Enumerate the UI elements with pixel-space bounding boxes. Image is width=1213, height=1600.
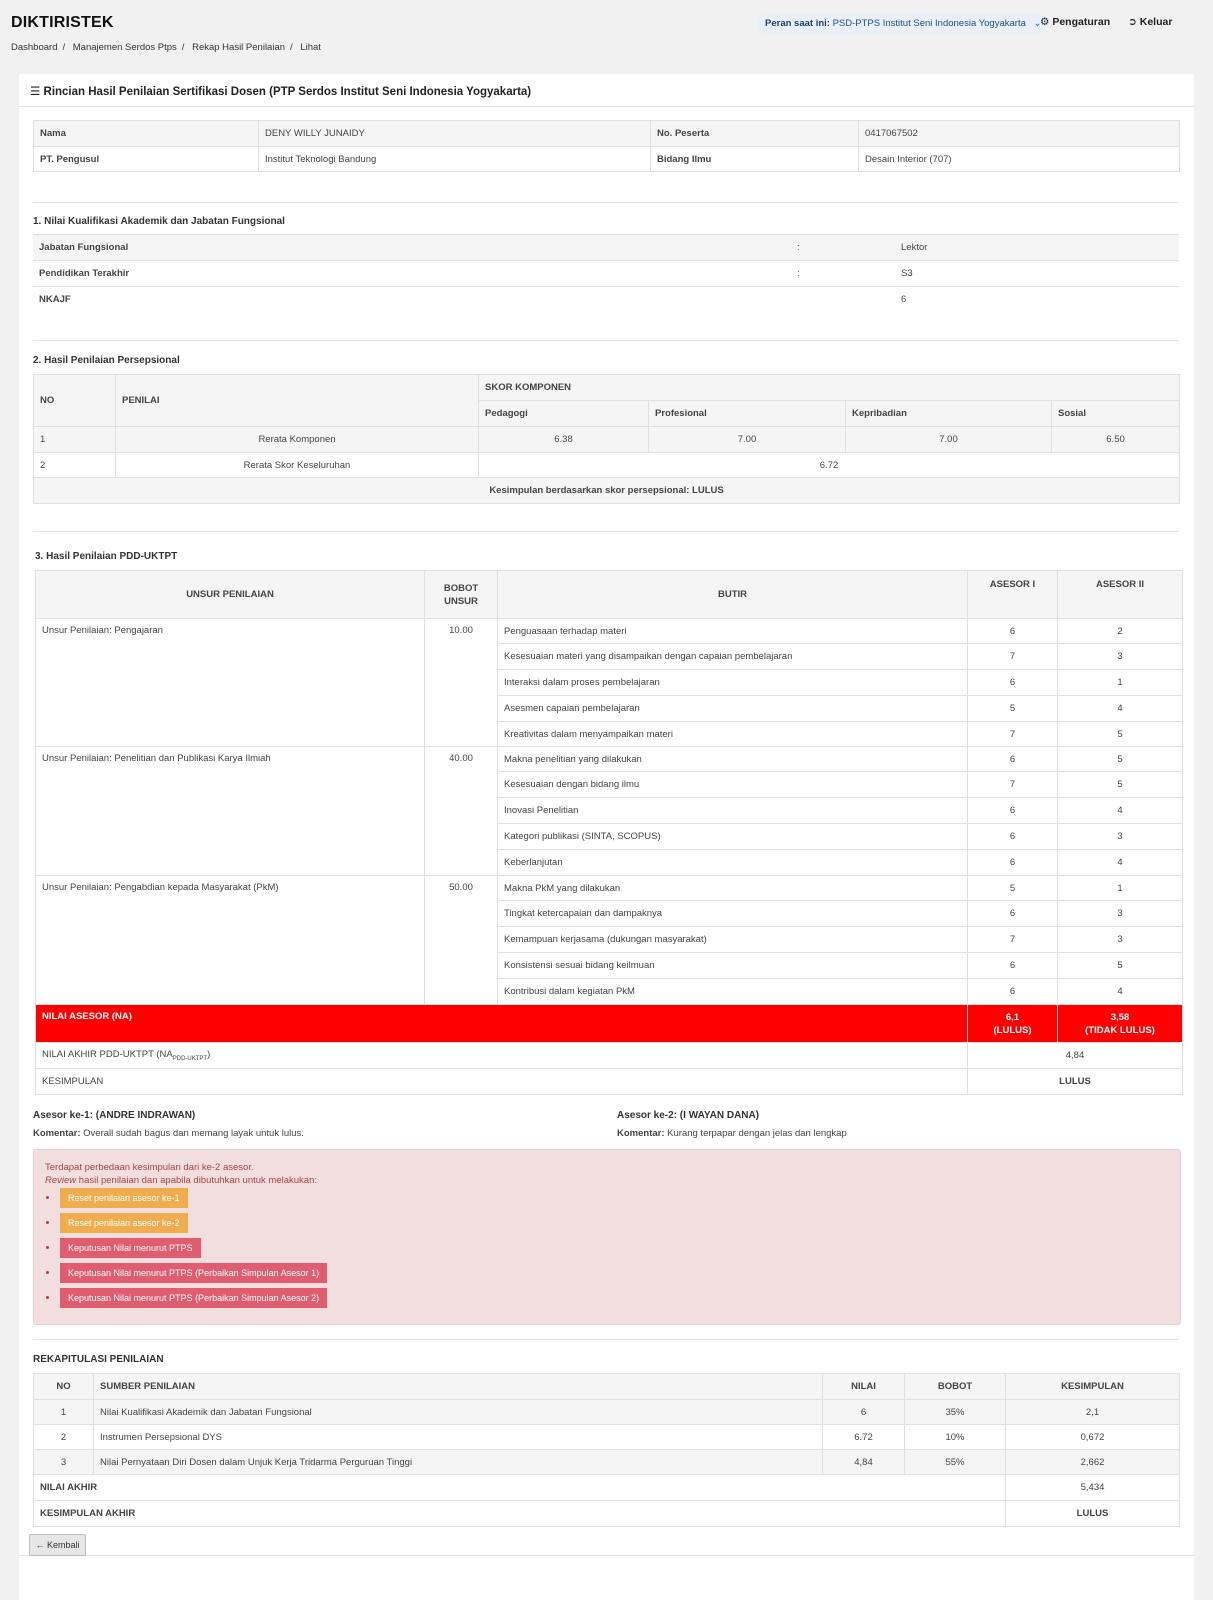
- butir-cell: Konsistensi sesuai bidang keilmuan: [498, 953, 968, 979]
- kualifikasi-table: [33, 234, 1179, 313]
- peserta-value: 0417067502: [859, 121, 1180, 147]
- na2-status: (TIDAK LULUS): [1085, 1024, 1155, 1036]
- col-asesor1: ASESOR I: [968, 571, 1058, 619]
- unsur-cell: Unsur Penilaian: Pengabdian kepada Masyarakat (PkM): [36, 876, 425, 1005]
- breadcrumb-manajemen[interactable]: Manajemen Serdos Ptps: [72, 42, 177, 53]
- rekap-table: [33, 1373, 1180, 1527]
- asesor2-score: 2: [1058, 619, 1183, 644]
- asesor1-score: 6: [968, 824, 1058, 850]
- cell: 1: [34, 427, 116, 453]
- comment-label: Komentar:: [33, 1128, 81, 1139]
- table-row: [34, 478, 1180, 504]
- final-label-sub: PDD-UKTPT: [172, 1055, 208, 1062]
- cell: 2: [34, 453, 116, 478]
- discrepancy-alert: [33, 1149, 1181, 1325]
- na2-value: 3,58: [1110, 1011, 1130, 1023]
- asesor2-score: 3: [1058, 901, 1183, 927]
- asesor2-score: 4: [1058, 798, 1183, 824]
- top-bar: [0, 0, 1213, 70]
- asesor1-score: 7: [968, 772, 1058, 798]
- gear-icon: ⚙: [1040, 16, 1050, 28]
- col-bobot: BOBOT: [905, 1374, 1006, 1400]
- comment-text: Overall sudah bagus dan memang layak untuk lulus.: [83, 1128, 304, 1139]
- table-row: [34, 1425, 1180, 1450]
- asesor2-score: 1: [1058, 876, 1183, 901]
- asesor2-score: 5: [1058, 953, 1183, 979]
- nama-label: Nama: [34, 121, 259, 147]
- cell: 7.00: [649, 427, 846, 453]
- divider: [33, 1339, 1179, 1340]
- kesimpulan-akhir-label: KESIMPULAN AKHIR: [34, 1501, 1006, 1527]
- pdd-uktpt-table: [35, 570, 1183, 1095]
- arrow-left-icon: ←: [35, 1540, 45, 1550]
- unsur-cell: Unsur Penilaian: Pengajaran: [36, 619, 425, 747]
- table-row: [34, 1400, 1180, 1425]
- nilai-akhir-label: NILAI AKHIR: [34, 1475, 1006, 1501]
- alert-line2-emphasis: Review: [45, 1175, 77, 1186]
- final-label-close: ): [207, 1049, 211, 1061]
- settings-label: Pengaturan: [1052, 16, 1111, 28]
- kesimpulan-value: LULUS: [968, 1069, 1183, 1095]
- kesimpulan-akhir-value: LULUS: [1006, 1501, 1180, 1527]
- asesor2-title: Asesor ke-2: (I WAYAN DANA): [617, 1110, 760, 1121]
- asesor1-score: 6: [968, 798, 1058, 824]
- asesor1-score: 6: [968, 747, 1058, 772]
- butir-cell: Inovasi Penelitian: [498, 798, 968, 824]
- table-row: [33, 261, 1179, 287]
- table-row: [36, 1069, 1183, 1095]
- final-label: [36, 1043, 968, 1069]
- butir-cell: Kategori publikasi (SINTA, SCOPUS): [498, 824, 968, 850]
- cell: 4,84: [823, 1450, 905, 1475]
- section2-title: 2. Hasil Penilaian Persepsional: [33, 355, 180, 366]
- identity-table: [33, 120, 1180, 172]
- cell: 2: [34, 1425, 94, 1450]
- col-penilai: PENILAI: [116, 375, 479, 427]
- pt-value: Institut Teknologi Bandung: [259, 147, 651, 172]
- persepsional-table: [33, 374, 1180, 504]
- keputusan-ptps-asesor2-button[interactable]: Keputusan Nilai menurut PTPS (Perbaikan Simpulan Asesor 2): [60, 1288, 327, 1308]
- butir-cell: Makna penelitian yang dilakukan: [498, 747, 968, 772]
- breadcrumb-rekap[interactable]: Rekap Hasil Penilaian: [192, 42, 286, 53]
- cell: Instrumen Persepsional DYS: [94, 1425, 823, 1450]
- col-butir: BUTIR: [498, 571, 968, 619]
- breadcrumb-lihat: Lihat: [300, 42, 321, 53]
- rekap-title: REKAPITULASI PENILAIAN: [33, 1354, 164, 1365]
- asesor2-comment: [617, 1128, 847, 1139]
- section1-title: 1. Nilai Kualifikasi Akademik dan Jabatan Fungsional: [33, 216, 285, 227]
- butir-cell: Makna PkM yang dilakukan: [498, 876, 968, 901]
- asesor1-score: 6: [968, 953, 1058, 979]
- logout-link[interactable]: [1128, 16, 1172, 28]
- page-title: [30, 84, 531, 98]
- cell: 6.72: [479, 453, 1180, 478]
- bullet: [46, 1196, 49, 1199]
- asesor1-score: 7: [968, 722, 1058, 747]
- bidang-label: Bidang Ilmu: [651, 147, 859, 172]
- keputusan-ptps-asesor1-button[interactable]: Keputusan Nilai menurut PTPS (Perbaikan Simpulan Asesor 1): [60, 1263, 327, 1283]
- divider: [33, 340, 1179, 341]
- role-selector[interactable]: [757, 14, 1049, 34]
- asesor1-score: 6: [968, 979, 1058, 1005]
- table-row: [34, 427, 1180, 453]
- butir-cell: Interaksi dalam proses pembelajaran: [498, 670, 968, 696]
- breadcrumb: Dashboard / Manajemen Serdos Ptps / Rekap Hasil Penilaian / Lihat: [11, 42, 321, 53]
- na1-value: 6,1: [1005, 1011, 1020, 1023]
- table-row: [34, 453, 1180, 478]
- kesimpulan-label: KESIMPULAN: [36, 1069, 968, 1095]
- row-label: Pendidikan Terakhir: [39, 268, 130, 279]
- butir-cell: Kontribusi dalam kegiatan PkM: [498, 979, 968, 1005]
- nama-value: DENY WILLY JUNAIDY: [259, 121, 651, 147]
- bullet: [46, 1271, 49, 1274]
- alert-line2-text: hasil penilaian dan apabila dibutuhkan untuk melakukan:: [76, 1175, 317, 1186]
- bobot-cell: 10.00: [425, 619, 498, 747]
- row-value: Lektor: [901, 242, 928, 253]
- pt-label: PT. Pengusul: [34, 147, 259, 172]
- col-sumber: SUMBER PENILAIAN: [94, 1374, 823, 1400]
- asesor2-score: 4: [1058, 979, 1183, 1005]
- persepsional-conclusion: Kesimpulan berdasarkan skor persepsional: LULUS: [34, 478, 1180, 504]
- na2-cell: [1058, 1005, 1183, 1043]
- asesor1-score: 6: [968, 901, 1058, 927]
- row-sep: :: [797, 242, 800, 253]
- table-row: [36, 876, 1183, 901]
- keputusan-ptps-button[interactable]: Keputusan Nilai menurut PTPS: [60, 1238, 201, 1258]
- cell: 55%: [905, 1450, 1006, 1475]
- col-kesimpulan: KESIMPULAN: [1006, 1374, 1180, 1400]
- col-unsur: UNSUR PENILAIAN: [36, 571, 425, 619]
- row-value: 6: [901, 294, 907, 306]
- asesor1-score: 5: [968, 696, 1058, 722]
- col-profesional: Profesional: [649, 401, 846, 427]
- asesor2-score: 3: [1058, 824, 1183, 850]
- col-kepribadian: Kepribadian: [846, 401, 1052, 427]
- role-value: PSD-PTPS Institut Seni Indonesia Yogyakarta: [832, 18, 1026, 29]
- unsur-cell: Unsur Penilaian: Penelitian dan Publikasi Karya Ilmiah: [36, 747, 425, 876]
- butir-cell: Asesmen capaian pembelajaran: [498, 696, 968, 722]
- cell: 6.72: [823, 1425, 905, 1450]
- cell: 0,672: [1006, 1425, 1180, 1450]
- asesor2-score: 5: [1058, 747, 1183, 772]
- cell: 6: [823, 1400, 905, 1425]
- asesor2-score: 5: [1058, 772, 1183, 798]
- sign-out-icon: ➲: [1128, 16, 1137, 28]
- role-label: Peran saat ini:: [765, 18, 830, 29]
- asesor1-score: 7: [968, 644, 1058, 670]
- cell: 2,1: [1006, 1400, 1180, 1425]
- table-row: [34, 1475, 1180, 1501]
- cell: Rerata Skor Keseluruhan: [116, 453, 479, 478]
- col-no: NO: [34, 1374, 94, 1400]
- bobot-cell: 40.00: [425, 747, 498, 876]
- col-sosial: Sosial: [1052, 401, 1180, 427]
- nilai-asesor-row: [36, 1005, 1183, 1043]
- chevron-down-icon: ⌄: [1033, 18, 1042, 29]
- alert-line1: Terdapat perbedaan kesimpulan dari ke-2 asesor.: [45, 1162, 254, 1173]
- back-button[interactable]: [29, 1534, 86, 1556]
- butir-cell: Keberlanjutan: [498, 850, 968, 876]
- asesor1-score: 6: [968, 619, 1058, 644]
- asesor2-score: 4: [1058, 850, 1183, 876]
- cell: 2,662: [1006, 1450, 1180, 1475]
- card-header-divider: [19, 106, 1194, 107]
- asesor1-score: 7: [968, 927, 1058, 953]
- row-sep: [791, 287, 895, 313]
- app-brand[interactable]: DIKTIRISTEK: [11, 14, 114, 31]
- col-pedagogi: Pedagogi: [479, 401, 649, 427]
- cell: Rerata Komponen: [116, 427, 479, 453]
- reset-asesor2-button[interactable]: Reset penilaian asesor ke-2: [60, 1213, 188, 1233]
- row-value: S3: [901, 268, 913, 279]
- cell: 6.50: [1052, 427, 1180, 453]
- na-label: NILAI ASESOR (NA): [36, 1005, 968, 1043]
- butir-cell: Kreativitas dalam menyampaikan materi: [498, 722, 968, 747]
- alert-line2: [45, 1175, 317, 1186]
- final-label-text: NILAI AKHIR PDD-UKTPT (NA: [42, 1049, 173, 1061]
- nilai-akhir-value: 5,434: [1006, 1475, 1180, 1501]
- col-asesor2: ASESOR II: [1058, 571, 1183, 619]
- na1-cell: [968, 1005, 1058, 1043]
- table-row: [36, 619, 1183, 644]
- asesor1-title: Asesor ke-1: (ANDRE INDRAWAN): [33, 1110, 196, 1121]
- table-row: [36, 747, 1183, 772]
- divider: [33, 531, 1179, 532]
- asesor1-score: 5: [968, 876, 1058, 901]
- table-row: [36, 1043, 1183, 1069]
- butir-cell: Penguasaan terhadap materi: [498, 619, 968, 644]
- page-title-text: Rincian Hasil Penilaian Sertifikasi Dosen (PTP Serdos Institut Seni Indonesia Yogyakarta): [43, 86, 532, 98]
- cell: 10%: [905, 1425, 1006, 1450]
- section3-title: 3. Hasil Penilaian PDD-UKTPT: [35, 551, 178, 562]
- butir-cell: Tingkat ketercapaian dan dampaknya: [498, 901, 968, 927]
- bobot-cell: 50.00: [425, 876, 498, 1005]
- asesor2-score: 1: [1058, 670, 1183, 696]
- row-sep: :: [797, 268, 800, 279]
- bullet: [46, 1221, 49, 1224]
- asesor2-score: 5: [1058, 722, 1183, 747]
- cell: 1: [34, 1400, 94, 1425]
- asesor1-comment: [33, 1128, 304, 1139]
- col-nilai: NILAI: [823, 1374, 905, 1400]
- row-label: Jabatan Fungsional: [39, 242, 129, 253]
- butir-cell: Kesesuaian dengan bidang ilmu: [498, 772, 968, 798]
- butir-cell: Kemampuan kerjasama (dukungan masyarakat): [498, 927, 968, 953]
- na1-status: (LULUS): [993, 1024, 1032, 1036]
- bidang-value: Desain Interior (707): [859, 147, 1180, 172]
- table-row: [34, 1501, 1180, 1527]
- comment-text: Kurang terpapar dengan jelas dan lengkap: [667, 1128, 847, 1139]
- row-label: NKAJF: [39, 294, 71, 306]
- col-skor: SKOR KOMPONEN: [479, 375, 1180, 401]
- col-bobot: BOBOT UNSUR: [425, 571, 498, 619]
- cell: 7.00: [846, 427, 1052, 453]
- bullet: [46, 1296, 49, 1299]
- list-icon: ☰: [30, 86, 41, 98]
- divider: [19, 1555, 1194, 1556]
- cell: 3: [34, 1450, 94, 1475]
- asesor2-score: 3: [1058, 927, 1183, 953]
- bullet: [46, 1246, 49, 1249]
- asesor2-score: 4: [1058, 696, 1183, 722]
- divider: [33, 202, 1179, 203]
- asesor1-score: 6: [968, 670, 1058, 696]
- peserta-label: No. Peserta: [651, 121, 859, 147]
- table-row: [34, 1450, 1180, 1475]
- table-row: [33, 235, 1179, 261]
- logout-label: Keluar: [1139, 16, 1173, 28]
- cell: 6.38: [479, 427, 649, 453]
- cell: 35%: [905, 1400, 1006, 1425]
- col-no: NO: [34, 375, 116, 427]
- comment-label: Komentar:: [617, 1128, 665, 1139]
- cell: Nilai Pernyataan Diri Dosen dalam Unjuk Kerja Tridarma Perguruan Tinggi: [94, 1450, 823, 1475]
- table-row: [33, 287, 1179, 313]
- settings-link[interactable]: [1040, 16, 1110, 28]
- asesor2-score: 3: [1058, 644, 1183, 670]
- asesor1-score: 6: [968, 850, 1058, 876]
- reset-asesor1-button[interactable]: Reset penilaian asesor ke-1: [60, 1188, 188, 1208]
- back-label: Kembali: [47, 1540, 80, 1550]
- final-value: 4,84: [968, 1043, 1183, 1069]
- breadcrumb-dashboard[interactable]: Dashboard: [11, 42, 58, 53]
- butir-cell: Kesesuaian materi yang disampaikan dengan capaian pembelajaran: [498, 644, 968, 670]
- cell: Nilai Kualifikasi Akademik dan Jabatan Fungsional: [94, 1400, 823, 1425]
